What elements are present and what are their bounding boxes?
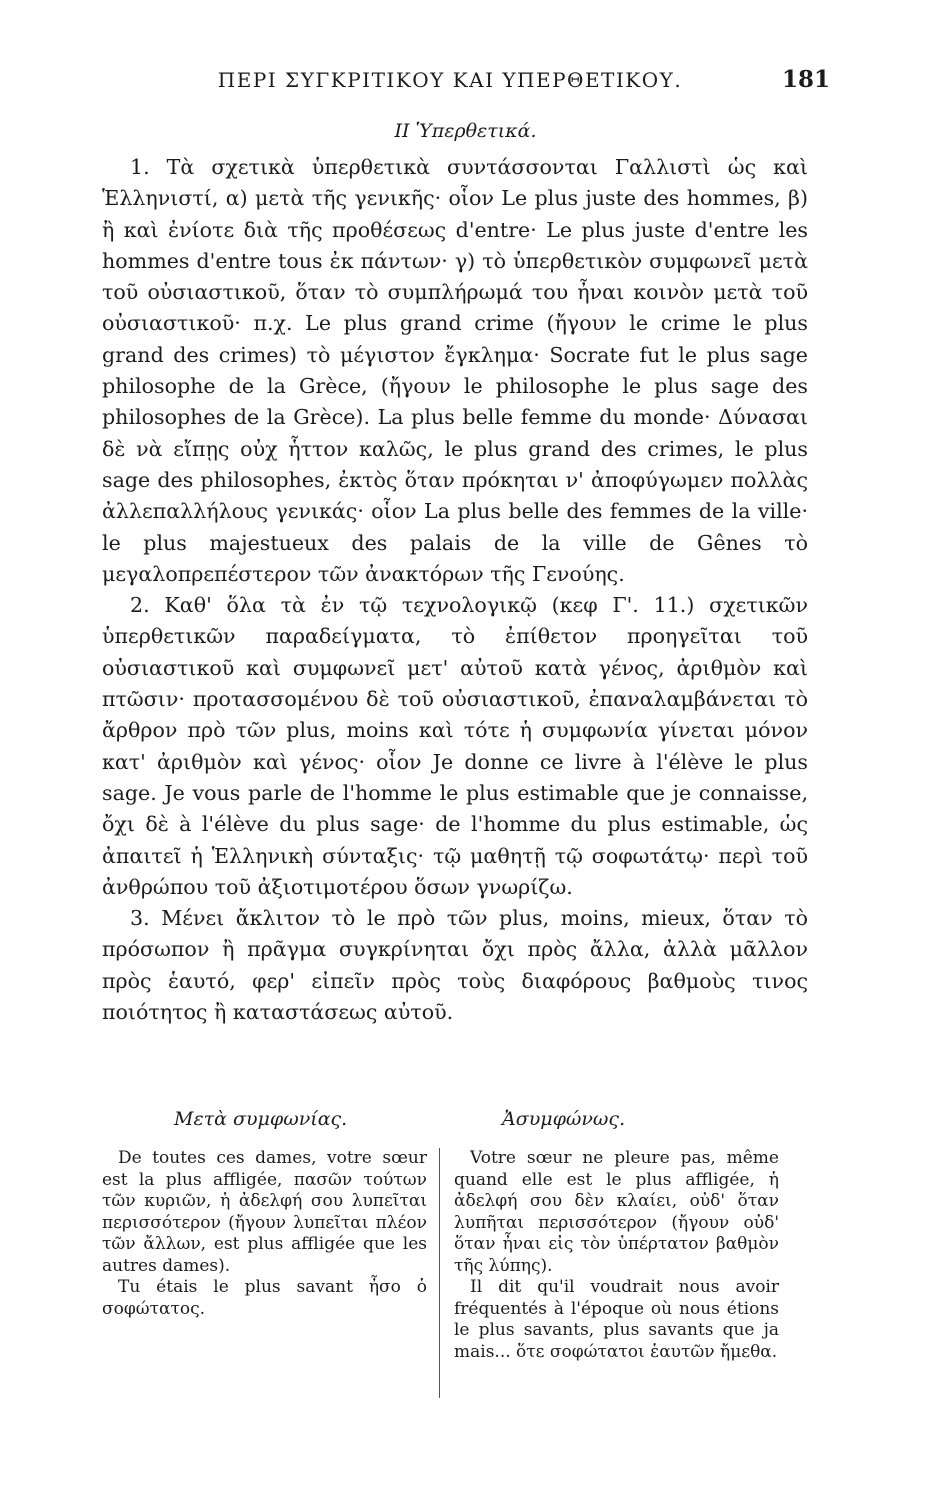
paragraph-1: 1. Τὰ σχετικὰ ὑπερθετικὰ συντάσσονται Γαλλιστὶ ὡς καὶ Ἑλληνιστί, α) μετὰ τῆς γενικῆς· οἷον Le plus juste des hommes, β) ἢ καὶ ἐνίοτε διὰ τῆς προθέσεως d'entre· Le plus juste d'entre les hommes d'entre tous ἐκ πάντων· γ) τὸ ὑπερθετικὸν συμφωνεῖ μετὰ τοῦ οὐσιαστικοῦ, ὅταν τὸ συμπλήρωμά του ἦναι κοινὸν μετὰ τοῦ οὐσιαστικοῦ· π.χ. Le plus grand crime (ἤγουν le crime le plus grand des crimes) τὸ μέγιστον ἔγκλημα· Socrate fut le plus sage philosophe de la Grèce, (ἤγουν le philosophe le plus sage des philosophes de la Grèce). La plus belle femme du monde· Δύνασαι δὲ νὰ εἴπῃς οὐχ ἧττον καλῶς, le plus grand des crimes, le plus sage des philosophes, ἐκτὸς ὅταν πρόκηται ν' ἀποφύγωμεν πολλὰς ἀλλεπαλλήλους γενικάς· οἷον La plus belle des femmes de la ville· le plus majestueux des palais de la ville de Gênes τὸ μεγαλοπρεπέστερον τῶν ἀνακτόρων τῆς Γενούης.	[102, 155, 808, 586]
left-column-paragraph: Tu étais le plus savant ἦσο ὁ σοφώτατος.	[102, 1277, 427, 1319]
running-head	[70, 68, 830, 98]
left-column	[102, 1148, 427, 1320]
left-column-heading: Μετὰ συμφωνίας.	[174, 1108, 348, 1130]
right-column-paragraph: Votre sœur ne pleure pas, même quand elle est le plus affligée, ἡ ἀδελφή σου δὲν κλαίει, οὐδ' ὅταν λυπῆται περισσότερον (ἤγουν οὐδ' ὅταν ἦναι εἰς τὸν ὑπέρτατον βαθμὸν τῆς λύπης).	[454, 1148, 779, 1276]
column-divider	[439, 1148, 440, 1398]
running-title: ΠΕΡΙ ΣΥΓΚΡΙΤΙΚΟΥ ΚΑΙ ΥΠΕΡΘΕΤΙΚΟΥ.	[217, 68, 683, 92]
section-heading: ΙΙ Ὑπερθετικά.	[394, 120, 537, 142]
page-number: 181	[781, 66, 830, 93]
paragraph-3: 3. Μένει ἄκλιτον τὸ le πρὸ τῶν plus, moins, mieux, ὅταν τὸ πρόσωπον ἢ πρᾶγμα συγκρίνηται ὄχι πρὸς ἄλλα, ἀλλὰ μᾶλλον πρὸς ἑαυτό, φερ' εἰπεῖν πρὸς τοὺς διαφόρους βαθμοὺς τινος ποιότητος ἢ καταστάσεως αὐτοῦ.	[102, 906, 808, 1025]
left-column-paragraph: De toutes ces dames, votre sœur est la plus affligée, πασῶν τούτων τῶν κυριῶν, ἡ ἀδελφή σου λυπεῖται περισσότερον (ἤγουν λυπεῖται πλέον τῶν ἄλλων, est plus affligée que les autres dames).	[102, 1148, 427, 1276]
right-column-heading: Ἀσυμφώνως.	[502, 1108, 626, 1130]
body-text	[102, 152, 808, 1028]
right-column	[454, 1148, 779, 1363]
paragraph-2: 2. Καθ' ὅλα τὰ ἐν τῷ τεχνολογικῷ (κεφ Γ'. 11.) σχετικῶν ὑπερθετικῶν παραδείγματα, τὸ ἐπίθετον προηγεῖται τοῦ οὐσιαστικοῦ καὶ συμφωνεῖ μετ' αὐτοῦ κατὰ γένος, ἀριθμὸν καὶ πτῶσιν· προτασσομένου δὲ τοῦ οὐσιαστικοῦ, ἐπαναλαμβάνεται τὸ ἄρθρον πρὸ τῶν plus, moins καὶ τότε ἡ συμφωνία γίνεται μόνον κατ' ἀριθμὸν καὶ γένος· οἷον Je donne ce livre à l'élève le plus sage. Je vous parle de l'homme le plus estimable que je connaisse, ὄχι δὲ à l'élève du plus sage· de l'homme du plus estimable, ὡς ἀπαιτεῖ ἡ Ἑλληνικὴ σύνταξις· τῷ μαθητῇ τῷ σοφωτάτῳ· περὶ τοῦ ἀνθρώπου τοῦ ἀξιοτιμοτέρου ὅσων γνωρίζω.	[102, 593, 808, 899]
right-column-paragraph: Il dit qu'il voudrait nous avoir fréquentés à l'époque où nous étions le plus savants, plus savants que ja mais... ὅτε σοφώτατοι ἑαυτῶν ἤμεθα.	[454, 1277, 779, 1362]
example-columns	[102, 1108, 812, 1408]
